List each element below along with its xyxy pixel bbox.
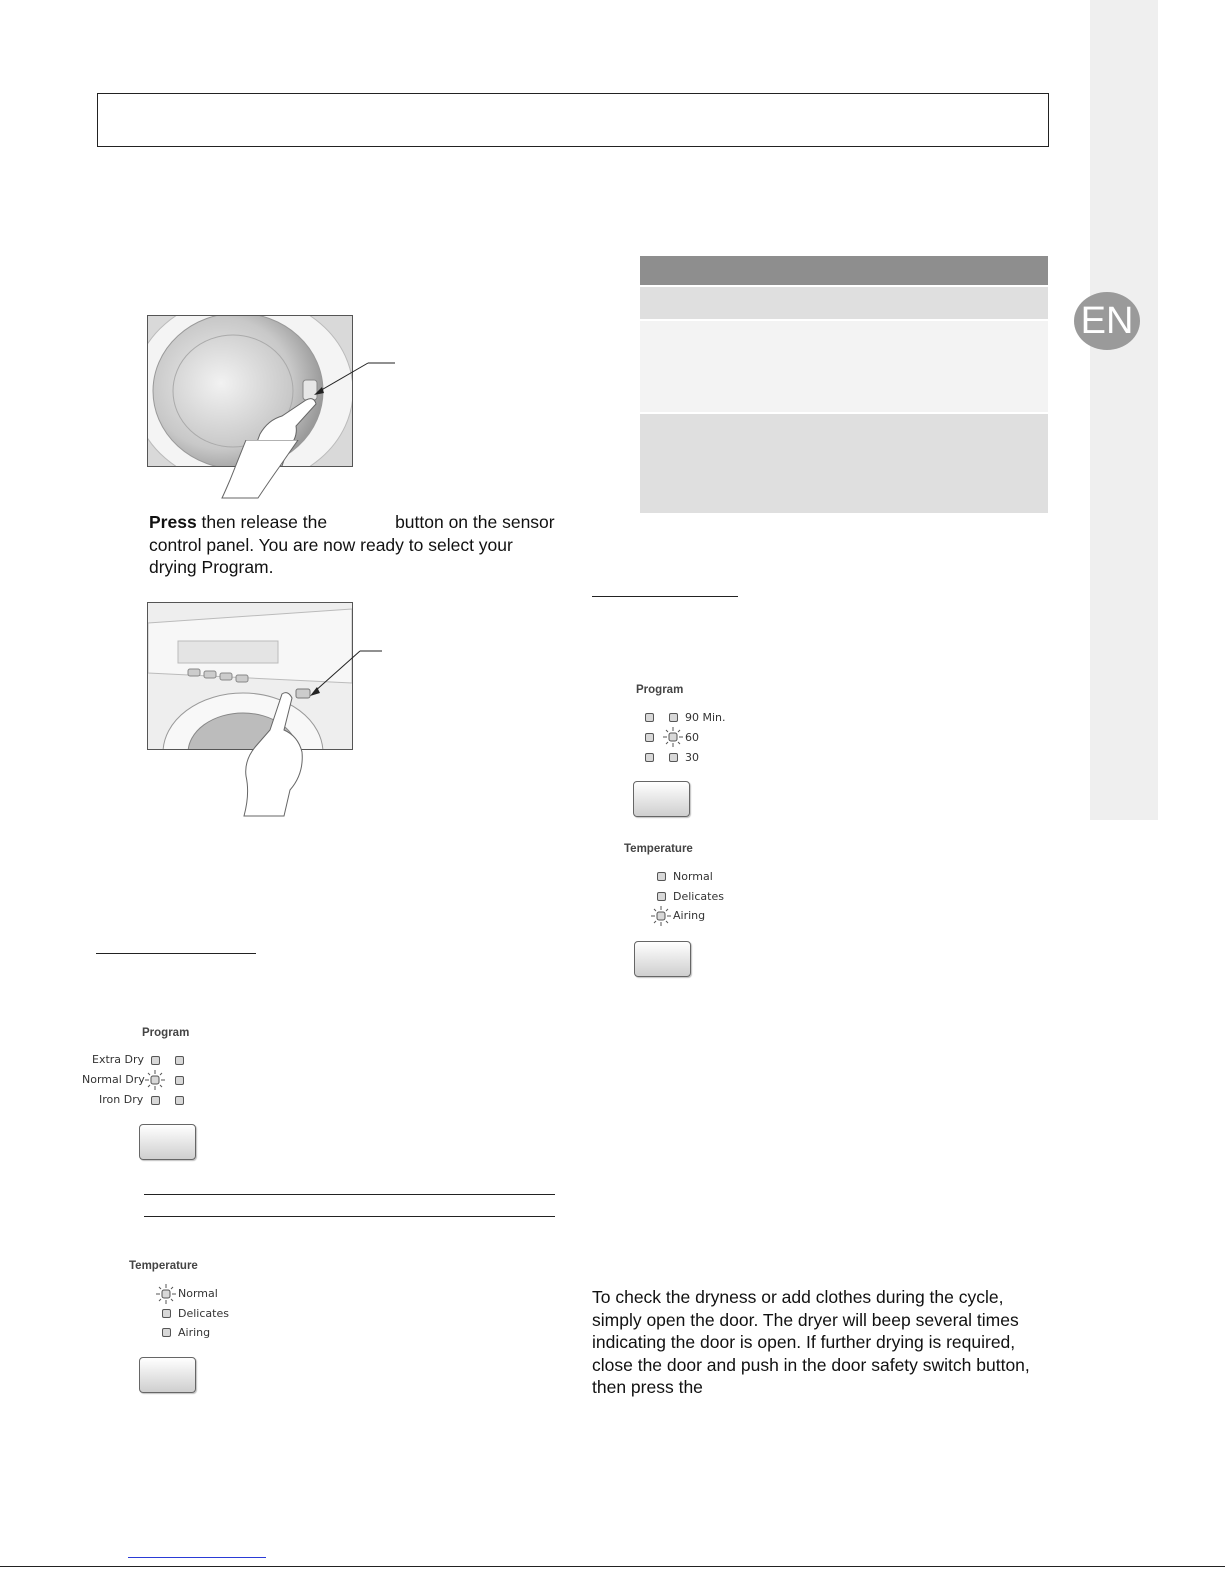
hand-graphic <box>236 690 316 818</box>
temperature-select-button[interactable] <box>139 1357 196 1393</box>
option-delicates: Delicates <box>673 890 724 903</box>
divider-line <box>144 1194 555 1195</box>
table-header <box>640 256 1048 285</box>
program-panel-title: Program <box>142 1027 190 1039</box>
option-60: 60 <box>685 731 699 744</box>
option-30: 30 <box>685 751 699 764</box>
indicator-light <box>657 872 666 881</box>
indicator-light <box>645 713 654 722</box>
option-iron-dry: Iron Dry <box>99 1093 144 1106</box>
indicator-light <box>175 1076 184 1085</box>
door-check-note: To check the dryness or add clothes during the cycle, simply open the door. The dryer will beep several times indicating the door is open. If further drying is required, close the door and push in the door safety switch button, then press the <box>592 1287 1030 1397</box>
temperature-panel-title: Temperature <box>129 1260 198 1272</box>
indicator-light <box>162 1328 171 1337</box>
indicator-light <box>645 753 654 762</box>
option-airing: Airing <box>178 1326 211 1339</box>
table-row <box>640 321 1048 412</box>
press-instruction: Press then release the button on the sensor control panel. You are now ready to select your drying Program. <box>149 512 555 577</box>
indicator-light <box>162 1309 171 1318</box>
table-row <box>640 287 1048 319</box>
indicator-light-lit <box>651 906 671 926</box>
indicator-light-lit <box>145 1070 165 1090</box>
page-title-box <box>97 93 1049 147</box>
indicator-light <box>151 1096 160 1105</box>
option-normal: Normal <box>673 870 713 883</box>
indicator-light <box>669 753 678 762</box>
option-90-min: 90 Min. <box>685 711 726 724</box>
table-row <box>640 414 1048 513</box>
press-lead: Press <box>149 512 197 532</box>
door-switch-callout <box>300 360 400 400</box>
indicator-light <box>175 1056 184 1065</box>
option-delicates: Delicates <box>178 1307 229 1320</box>
option-normal-dry: Normal Dry <box>82 1073 145 1086</box>
indicator-light-lit <box>156 1284 176 1304</box>
indicator-light <box>151 1056 160 1065</box>
program-select-button[interactable] <box>633 781 690 817</box>
hand-graphic <box>218 440 308 500</box>
language-badge: EN <box>1074 292 1140 350</box>
option-extra-dry: Extra Dry <box>92 1053 145 1066</box>
indicator-light <box>645 733 654 742</box>
language-sidebar <box>1090 0 1158 820</box>
footer-link-underline[interactable] <box>128 1557 266 1558</box>
divider-line <box>144 1216 555 1217</box>
program-select-button[interactable] <box>139 1124 196 1160</box>
footer-rule <box>0 1566 1225 1567</box>
section-heading-underline <box>592 596 738 597</box>
temperature-panel-title: Temperature <box>624 843 693 855</box>
temperature-select-button[interactable] <box>634 941 691 977</box>
indicator-light <box>657 892 666 901</box>
indicator-light <box>669 713 678 722</box>
section-heading-underline <box>96 953 256 954</box>
indicator-light <box>175 1096 184 1105</box>
option-normal: Normal <box>178 1287 218 1300</box>
option-airing: Airing <box>673 909 706 922</box>
program-panel-title: Program <box>636 684 684 696</box>
indicator-light-lit <box>663 727 683 747</box>
